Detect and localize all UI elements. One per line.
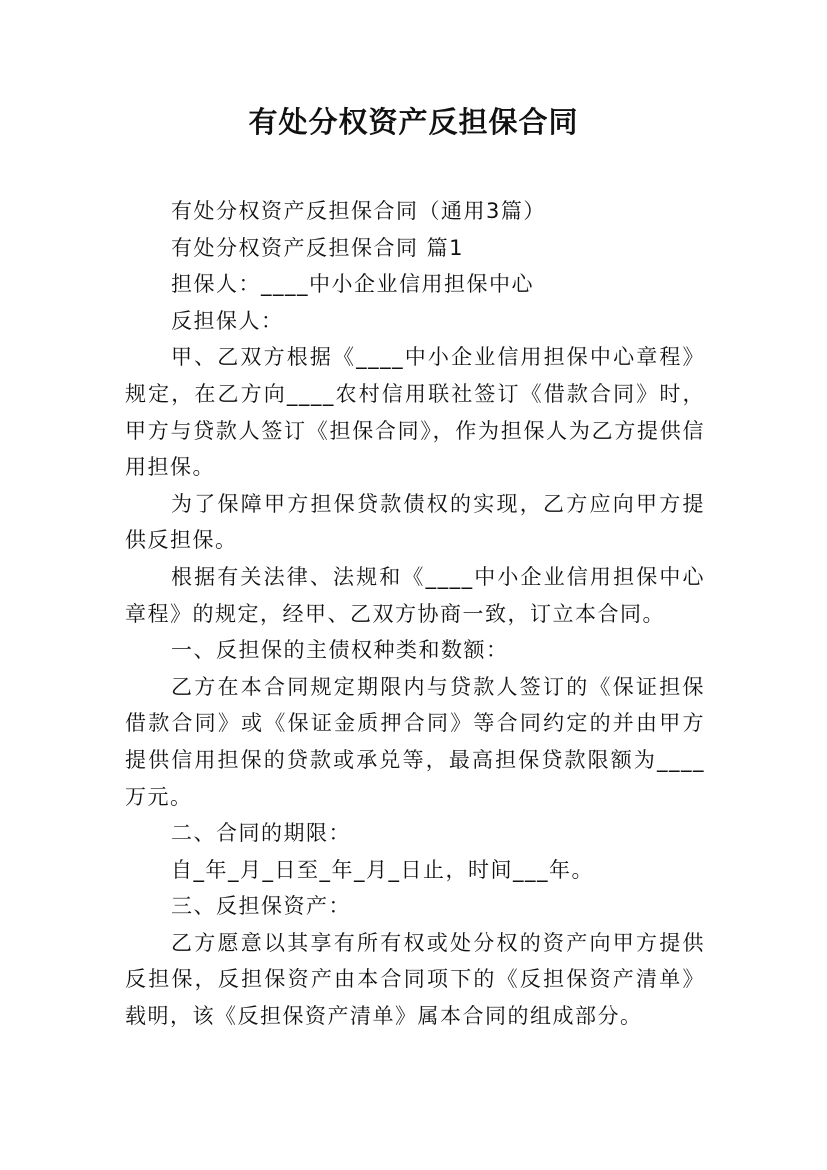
paragraph-contract-heading: 有处分权资产反担保合同（通用3篇） bbox=[171, 199, 546, 223]
paragraph-section-1: 乙方在本合同规定期限内与贷款人签订的《保证担保借款合同》或《保证金质押合同》等合同约定的并由甲方提供信用担保的贷款或承兑等，最高担保贷款限额为____万元。 bbox=[125, 674, 705, 809]
section-heading-1: 一、反担保的主债权种类和数额： bbox=[171, 638, 509, 663]
paragraph-legal-basis: 根据有关法律、法规和《____中小企业信用担保中心章程》的规定，经甲、乙双方协商一致，订立本合同。 bbox=[125, 564, 705, 626]
paragraph-counter-guarantor: 反担保人： bbox=[171, 308, 284, 333]
paragraph-guarantor: 担保人：____中小企业信用担保中心 bbox=[171, 272, 534, 297]
paragraph-section-2: 自_年_月_日至_年_月_日止，时间___年。 bbox=[171, 857, 594, 882]
paragraph-preamble: 甲、乙双方根据《____中小企业信用担保中心章程》规定，在乙方向____农村信用联社签订《借款合同》时，甲方与贷款人签订《担保合同》，作为担保人为乙方提供信用担保。 bbox=[125, 345, 705, 480]
document-body bbox=[125, 193, 705, 1035]
paragraph-section-3: 乙方愿意以其享有所有权或处分权的资产向甲方提供反担保，反担保资产由本合同项下的《反担保资产清单》载明，该《反担保资产清单》属本合同的组成部分。 bbox=[125, 930, 705, 1029]
document-title: 有处分权资产反担保合同 bbox=[248, 105, 579, 139]
paragraph-chapter-1: 有处分权资产反担保合同 篇1 bbox=[171, 235, 465, 260]
section-heading-3: 三、反担保资产： bbox=[171, 894, 351, 919]
section-heading-2: 二、合同的期限： bbox=[171, 821, 351, 846]
paragraph-purpose: 为了保障甲方担保贷款债权的实现，乙方应向甲方提供反担保。 bbox=[125, 491, 705, 553]
